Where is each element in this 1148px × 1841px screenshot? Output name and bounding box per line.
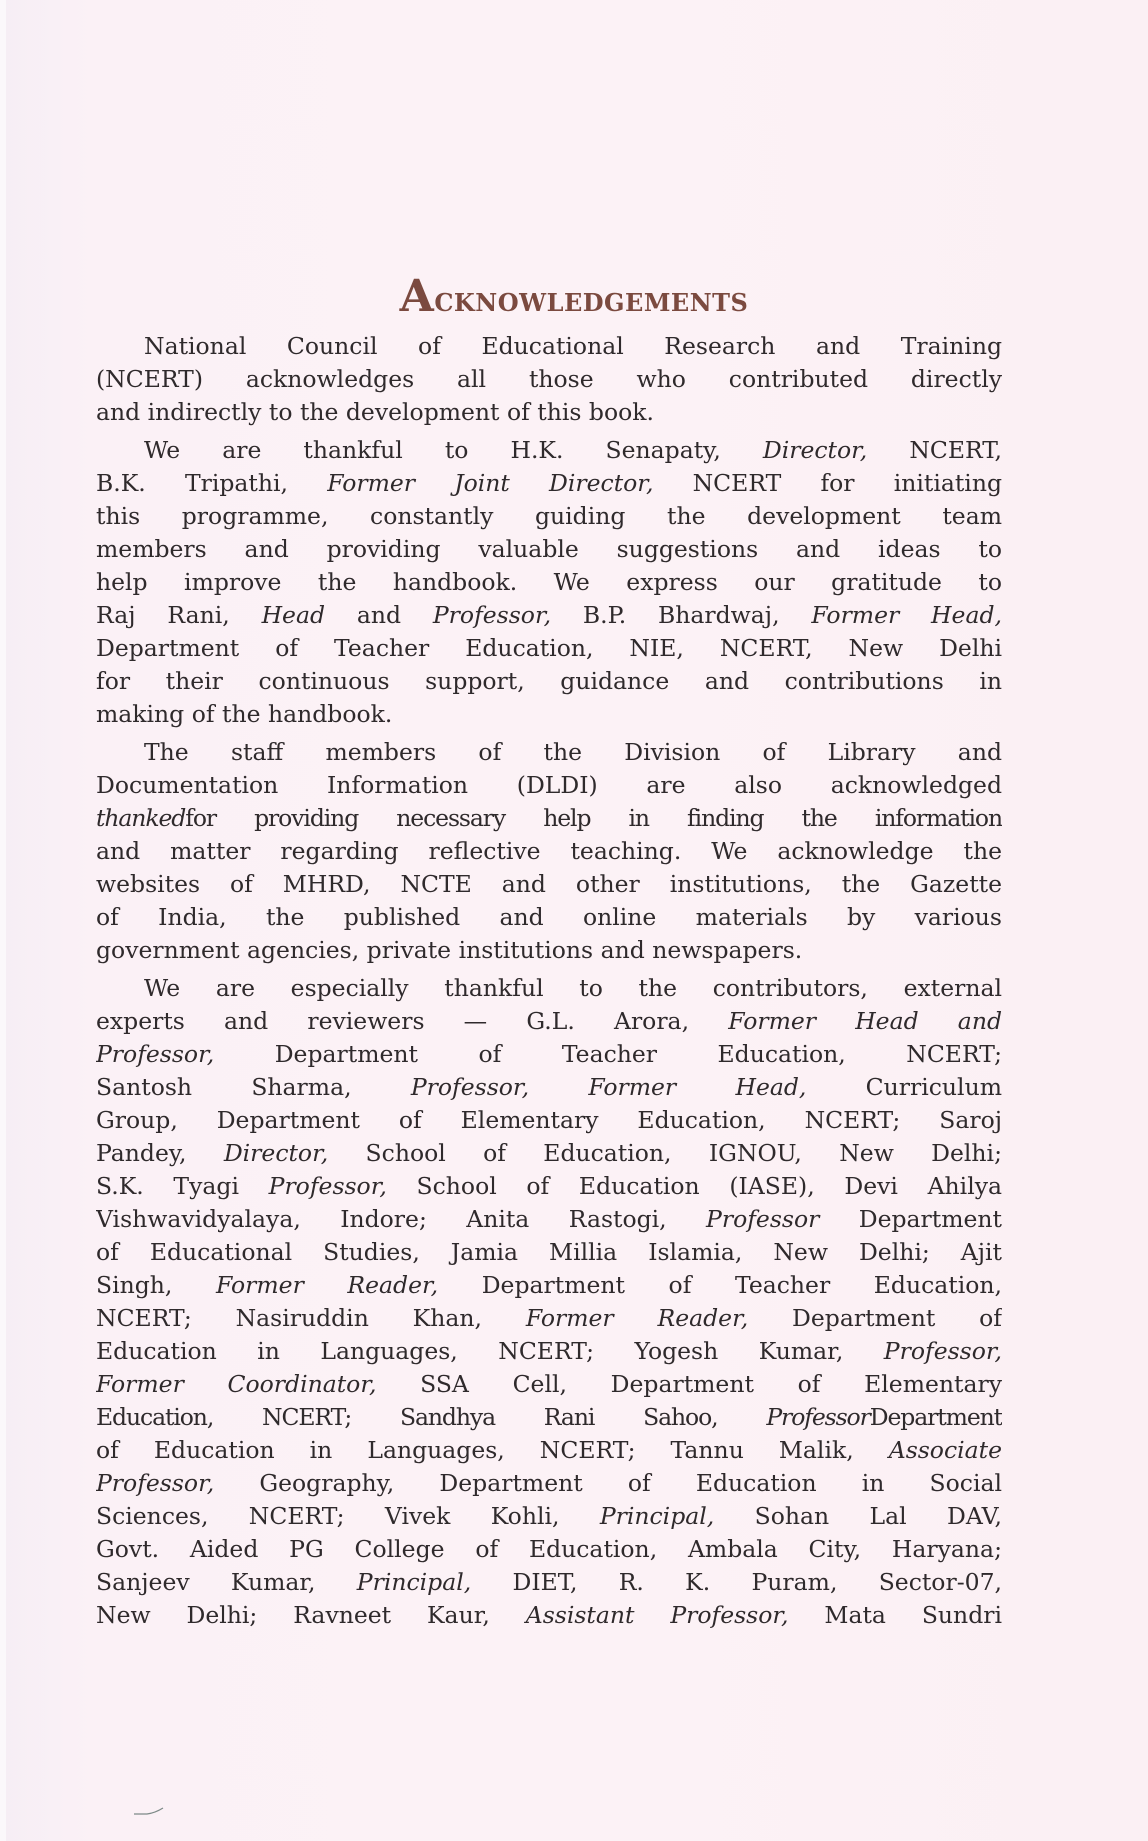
text-line xyxy=(96,1566,1002,1599)
text-run: We are especially thankful to the contributors, external xyxy=(144,974,1002,1002)
text-run: making of the handbook. xyxy=(96,700,393,728)
text-line xyxy=(96,1368,1002,1401)
text-line xyxy=(96,1071,1002,1104)
italic-title: Professor, xyxy=(883,1337,1002,1365)
text-line xyxy=(96,1335,1002,1368)
text-line xyxy=(96,769,1002,802)
text-run: Mata Sundri xyxy=(788,1601,1002,1629)
text-line xyxy=(96,1104,1002,1137)
italic-title: thanked xyxy=(96,804,186,832)
text-run: Sanjeev Kumar, xyxy=(96,1568,357,1596)
text-run: Documentation Information (DLDI) are also acknowledged xyxy=(96,771,1002,799)
text-run: School of Education (IASE), Devi Ahilya xyxy=(386,1172,1002,1200)
page-title-initial: A xyxy=(399,270,435,322)
text-line xyxy=(96,1005,1002,1038)
text-run: Education in Languages, NCERT; Yogesh Kumar, xyxy=(96,1337,884,1365)
italic-title: Former Reader, xyxy=(525,1304,749,1332)
text-run: Department xyxy=(819,1205,1002,1233)
italic-title: Principal, xyxy=(356,1568,472,1596)
text-line xyxy=(96,1533,1002,1566)
text-run: Department xyxy=(869,1403,1002,1431)
text-line xyxy=(96,835,1002,868)
pen-mark xyxy=(133,1806,173,1816)
italic-title: Head xyxy=(261,601,326,629)
text-run: help improve the handbook. We express our gratitude to xyxy=(96,568,1002,596)
text-line xyxy=(96,1599,1002,1632)
text-line xyxy=(96,934,1002,967)
text-line xyxy=(96,1401,1002,1434)
text-line xyxy=(96,1203,1002,1236)
paragraph xyxy=(96,330,1002,429)
italic-title: Professor, xyxy=(432,601,552,629)
acknowledgements-body xyxy=(96,330,1002,1637)
text-run: S.K. Tyagi xyxy=(96,1172,269,1200)
text-run: Group, Department of Elementary Education, NCERT; Saroj xyxy=(96,1106,1002,1134)
italic-title: Former Joint Director, xyxy=(327,469,654,497)
text-run: Department of Teacher Education, NIE, NCERT, New Delhi xyxy=(96,634,1002,662)
italic-title: Director, xyxy=(223,1139,329,1167)
italic-title: Professor xyxy=(766,1403,870,1431)
text-line xyxy=(96,736,1002,769)
text-run: DIET, R. K. Puram, Sector-07, xyxy=(471,1568,1002,1596)
text-run: members and providing valuable suggestions and ideas to xyxy=(96,535,1002,563)
text-line xyxy=(96,972,1002,1005)
text-run: websites of MHRD, NCTE and other institutions, the Gazette xyxy=(96,870,1002,898)
text-line xyxy=(96,1269,1002,1302)
text-run: Govt. Aided PG College of Education, Ambala City, Haryana; xyxy=(96,1535,1002,1563)
text-run: and xyxy=(325,601,433,629)
text-run: experts and reviewers — G.L. Arora, xyxy=(96,1007,729,1035)
text-run: Vishwavidyalaya, Indore; Anita Rastogi, xyxy=(96,1205,707,1233)
text-run: for providing necessary help in finding the information xyxy=(185,804,1002,832)
text-run: Singh, xyxy=(96,1271,216,1299)
text-line xyxy=(96,632,1002,665)
text-run: and indirectly to the development of this book. xyxy=(96,398,654,426)
text-run: of Educational Studies, Jamia Millia Islamia, New Delhi; Ajit xyxy=(96,1238,1002,1266)
text-line xyxy=(96,1467,1002,1500)
italic-title: Professor, xyxy=(268,1172,387,1200)
text-line xyxy=(96,533,1002,566)
text-line xyxy=(96,1434,1002,1467)
text-run: Department of Teacher Education, xyxy=(438,1271,1002,1299)
text-run: Sciences, NCERT; Vivek Kohli, xyxy=(96,1502,600,1530)
italic-title: Professor, xyxy=(96,1040,215,1068)
text-run: SSA Cell, Department of Elementary xyxy=(376,1370,1002,1398)
text-run: NCERT for initiating xyxy=(653,469,1002,497)
italic-title: Assistant Professor, xyxy=(525,1601,789,1629)
text-run: for their continuous support, guidance and contributions in xyxy=(96,667,1002,695)
italic-title: Former Head, xyxy=(811,601,1002,629)
paragraph xyxy=(96,434,1002,731)
italic-title: Former Head and xyxy=(728,1007,1002,1035)
text-run: of India, the published and online materials by various xyxy=(96,903,1002,931)
text-run: Sohan Lal DAV, xyxy=(714,1502,1002,1530)
text-line xyxy=(96,1038,1002,1071)
text-run: Pandey, xyxy=(96,1139,224,1167)
text-line xyxy=(96,1137,1002,1170)
text-line xyxy=(96,1500,1002,1533)
text-line xyxy=(96,802,1002,835)
paragraph xyxy=(96,736,1002,967)
text-line xyxy=(96,698,1002,731)
text-line xyxy=(96,901,1002,934)
text-line xyxy=(96,566,1002,599)
text-line xyxy=(96,500,1002,533)
text-line xyxy=(96,1170,1002,1203)
italic-title: Associate xyxy=(888,1436,1002,1464)
text-run: NCERT; Nasiruddin Khan, xyxy=(96,1304,526,1332)
text-run: Geography, Department of Education in Social xyxy=(214,1469,1002,1497)
text-line xyxy=(96,1302,1002,1335)
text-run: government agencies, private institutions and newspapers. xyxy=(96,936,803,964)
text-run: of Education in Languages, NCERT; Tannu Malik, xyxy=(96,1436,889,1464)
text-line xyxy=(96,665,1002,698)
text-line xyxy=(96,599,1002,632)
text-run: School of Education, IGNOU, New Delhi; xyxy=(328,1139,1002,1167)
paragraph xyxy=(96,972,1002,1632)
text-run: and matter regarding reflective teaching. We acknowledge the xyxy=(96,837,1002,865)
text-run: Department of Teacher Education, NCERT; xyxy=(214,1040,1002,1068)
text-run: National Council of Educational Research and Training xyxy=(144,332,1002,360)
text-line xyxy=(96,434,1002,467)
text-line xyxy=(96,1236,1002,1269)
text-run: The staff members of the Division of Library and xyxy=(144,738,1002,766)
text-run: Santosh Sharma, xyxy=(96,1073,411,1101)
text-line xyxy=(96,467,1002,500)
text-run: We are thankful to H.K. Senapaty, xyxy=(144,436,763,464)
text-run: (NCERT) acknowledges all those who contributed directly xyxy=(96,365,1002,393)
italic-title: Professor, Former Head, xyxy=(410,1073,807,1101)
page-title-rest: cknowledgements xyxy=(434,279,749,320)
text-run: Curriculum xyxy=(806,1073,1002,1101)
text-line xyxy=(96,868,1002,901)
italic-title: Director, xyxy=(762,436,868,464)
text-line xyxy=(96,330,1002,363)
italic-title: Professor xyxy=(706,1205,820,1233)
page-title xyxy=(0,270,1148,322)
text-run: NCERT, xyxy=(867,436,1002,464)
text-run: Department of xyxy=(748,1304,1002,1332)
text-run: Education, NCERT; Sandhya Rani Sahoo, xyxy=(96,1403,767,1431)
italic-title: Former Coordinator, xyxy=(96,1370,377,1398)
text-run: New Delhi; Ravneet Kaur, xyxy=(96,1601,526,1629)
text-run: B.P. Bhardwaj, xyxy=(551,601,812,629)
text-run: Raj Rani, xyxy=(96,601,262,629)
italic-title: Professor, xyxy=(96,1469,215,1497)
text-run: this programme, constantly guiding the development team xyxy=(96,502,1002,530)
text-line xyxy=(96,363,1002,396)
italic-title: Former Reader, xyxy=(216,1271,439,1299)
italic-title: Principal, xyxy=(599,1502,715,1530)
text-run: B.K. Tripathi, xyxy=(96,469,328,497)
text-line xyxy=(96,396,1002,429)
